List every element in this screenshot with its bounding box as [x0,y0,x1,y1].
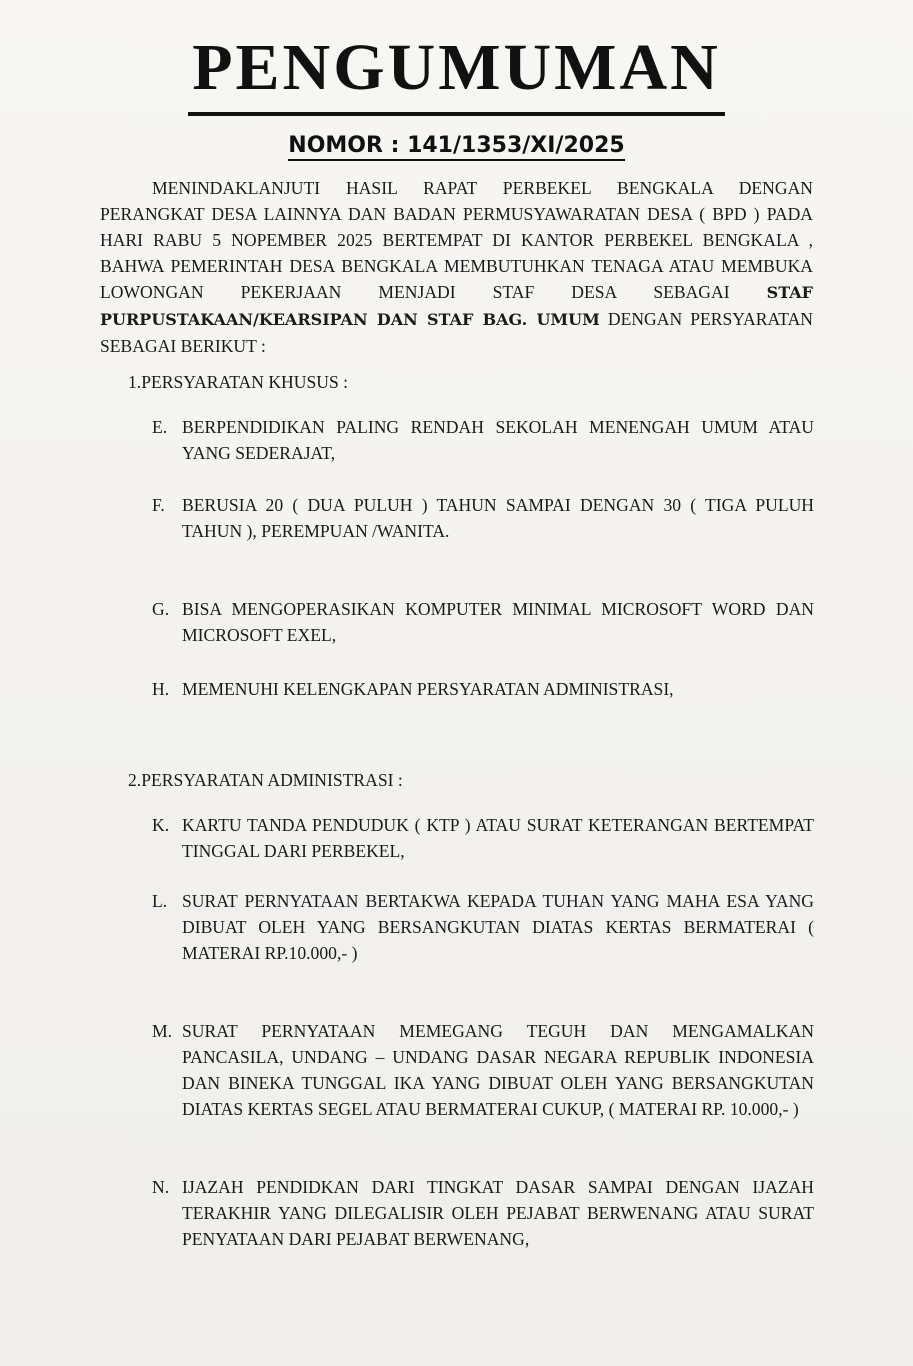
item-letter: K. [152,815,170,835]
item-text: BERPENDIDIKAN PALING RENDAH SEKOLAH MENENGAH UMUM ATAU YANG SEDERAJAT, [182,417,814,463]
item-letter: F. [152,495,165,515]
item-text: KARTU TANDA PENDUDUK ( KTP ) ATAU SURAT KETERANGAN BERTEMPAT TINGGAL DARI PERBEKEL, [182,815,814,861]
section-heading-administrasi: 2.PERSYARATAN ADMINISTRASI : [128,770,403,790]
document-number [0,133,913,158]
item-letter: H. [152,679,170,699]
list-item [152,492,814,544]
item-letter: N. [152,1177,170,1197]
number-text: NOMOR : 141/1353/XI/2025 [288,133,624,161]
intro-text-before: MENINDAKLANJUTI HASIL RAPAT PERBEKEL BENGKALA DENGAN PERANGKAT DESA LAINNYA DAN BADAN PERMUSYAWARATAN DESA ( BPD ) PADA HARI RABU 5 NOPEMBER 2025 BERTEMPAT DI KANTOR PERBEKEL BENGKALA , BAHWA PEMERINTAH DESA BENGKALA MEMBUTUHKAN TENAGA ATAU MEMBUKA LOWONGAN PEKERJAAN MENJADI STAF DESA SEBAGAI [100,178,813,302]
document-title [0,30,913,116]
section-heading-khusus: 1.PERSYARATAN KHUSUS : [128,372,349,392]
list-item [152,888,814,966]
list-item [152,812,814,864]
item-text: IJAZAH PENDIDKAN DARI TINGKAT DASAR SAMPAI DENGAN IJAZAH TERAKHIR YANG DILEGALISIR OLEH PEJABAT BERWENANG ATAU SURAT PENYATAAN DARI PEJABAT BERWENANG, [182,1177,814,1249]
list-item [152,1018,814,1122]
item-text: SURAT PERNYATAAN MEMEGANG TEGUH DAN MENGAMALKAN PANCASILA, UNDANG – UNDANG DASAR NEGARA REPUBLIK INDONESIA DAN BINEKA TUNGGAL IKA YANG DIBUAT OLEH YANG BERSANGKUTAN DIATAS KERTAS SEGEL ATAU BERMATERAI CUKUP, ( MATERAI RP. 10.000,- ) [182,1021,814,1119]
list-item [152,596,814,648]
item-letter: G. [152,599,170,619]
list-item [152,676,814,702]
list-item [152,414,814,466]
item-letter: M. [152,1021,173,1041]
item-text: BERUSIA 20 ( DUA PULUH ) TAHUN SAMPAI DENGAN 30 ( TIGA PULUH TAHUN ), PEREMPUAN /WANITA. [182,495,814,541]
intro-bold-position: STAF PURPUSTAKAAN/KEARSIPAN DAN STAF BAG. UMUM [100,283,813,329]
item-text: MEMENUHI KELENGKAPAN PERSYARATAN ADMINISTRASI, [182,679,674,699]
item-text: BISA MENGOPERASIKAN KOMPUTER MINIMAL MICROSOFT WORD DAN MICROSOFT EXEL, [182,599,814,645]
item-text: SURAT PERNYATAAN BERTAKWA KEPADA TUHAN YANG MAHA ESA YANG DIBUAT OLEH YANG BERSANGKUTAN DIATAS KERTAS BERMATERAI ( MATERAI RP.10.000,- ) [182,891,814,963]
item-letter: E. [152,417,168,437]
title-text: PENGUMUMAN [188,30,725,116]
list-item [152,1174,814,1252]
intro-text-after: DENGAN PERSYARATAN SEBAGAI BERIKUT : [100,309,813,356]
item-letter: L. [152,891,168,911]
intro-paragraph [100,175,813,359]
